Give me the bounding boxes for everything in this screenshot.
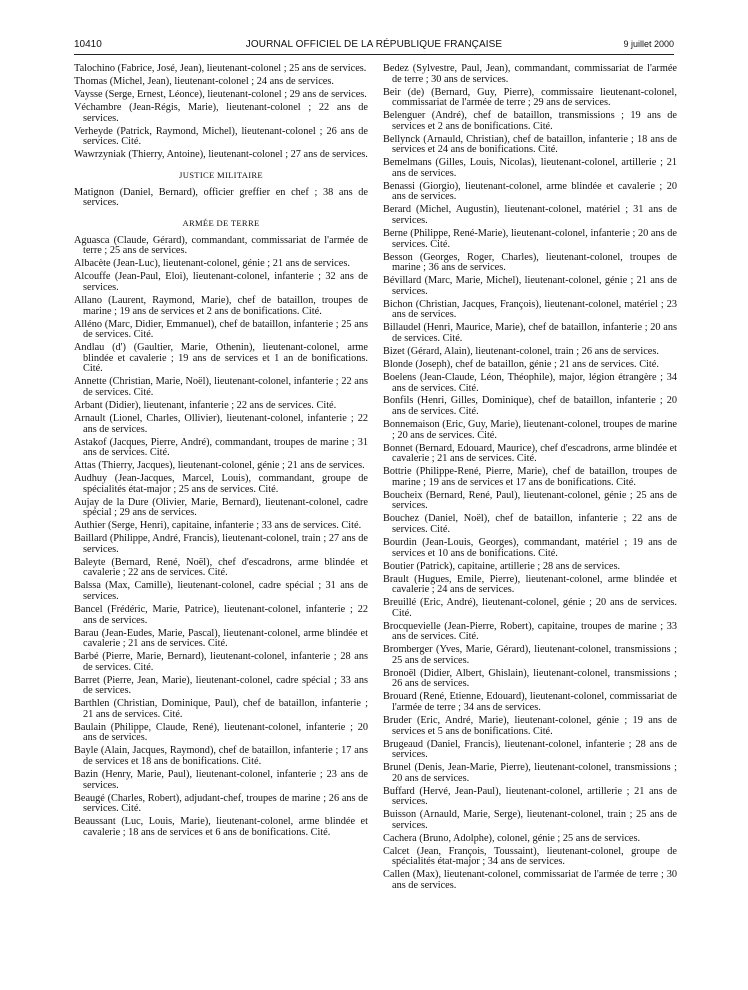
list-entry: Bichon (Christian, Jacques, François), lieutenant-colonel, matériel ; 23 ans de services. [383,298,677,321]
list-entry: Brouard (René, Etienne, Edouard), lieutenant-colonel, commissariat de l'armée de terre ; 34 ans de services. [383,691,677,713]
list-entry: Allano (Laurent, Raymond, Marie), chef de bataillon, troupes de marine ; 19 ans de services et 2 ans de bonifications. Cité. [74,295,368,317]
entry-list-top [74,64,368,161]
list-entry: Bizet (Gérard, Alain), lieutenant-colonel, train ; 26 ans de services. [383,345,659,357]
list-entry: Boelens (Jean-Claude, Léon, Théophile), major, légion étrangère ; 34 ans de services. Cité. [383,371,677,394]
list-entry: Baulain (Philippe, Claude, René), lieutenant-colonel, infanterie ; 20 ans de services. [74,721,368,744]
list-entry: Bottrie (Philippe-René, Pierre, Marie), chef de bataillon, troupes de marine ; 19 ans de services et 17 ans de bonifications. Cité. [383,466,677,488]
list-entry: Buisson (Arnauld, Marie, Serge), lieutenant-colonel, train ; 25 ans de services. [383,809,677,831]
list-entry: Bourdin (Jean-Louis, Georges), commandant, matériel ; 19 ans de services et 10 ans de bonifications. Cité. [383,536,677,559]
list-entry: Balssa (Max, Camille), lieutenant-colonel, cadre spécial ; 31 ans de services. [74,580,368,602]
list-entry: Blonde (Joseph), chef de bataillon, génie ; 21 ans de services. Cité. [383,358,659,370]
list-entry: Beaussant (Luc, Louis, Marie), lieutenant-colonel, arme blindée et cavalerie ; 18 ans de services et 6 ans de bonifications. Cité. [74,816,368,838]
list-entry: Beaugé (Charles, Robert), adjudant-chef, troupes de marine ; 26 ans de services. Cité. [74,792,368,815]
list-entry: Bronoël (Didier, Albert, Ghislain), lieutenant-colonel, transmissions ; 26 ans de services. [383,667,677,690]
list-entry: Bazin (Henry, Marie, Paul), lieutenant-colonel, infanterie ; 23 ans de services. [74,768,368,791]
list-entry: Matignon (Daniel, Bernard), officier greffier en chef ; 38 ans de services. [74,186,368,209]
list-entry: Breuillé (Eric, André), lieutenant-colonel, génie ; 20 ans de services. Cité. [383,597,677,619]
list-entry: Audhuy (Jean-Jacques, Marcel, Louis), commandant, groupe de spécialités état-major ; 25 ans de services. Cité. [74,473,368,495]
list-entry: Alcouffe (Jean-Paul, Eloi), lieutenant-colonel, infanterie ; 32 ans de services. [74,271,368,294]
list-entry: Wawrzyniak (Thierry, Antoine), lieutenant-colonel ; 27 ans de services. [74,149,368,161]
list-entry: Calcet (Jean, François, Toussaint), lieutenant-colonel, groupe de spécialités état-major ; 34 ans de services. [383,845,677,868]
list-entry: Bévillard (Marc, Marie, Michel), lieutenant-colonel, génie ; 21 ans de services. [383,275,677,297]
list-entry: Bonfils (Henri, Gilles, Dominique), chef de bataillon, infanterie ; 20 ans de services. Cité. [383,395,677,418]
section-heading-justice: JUSTICE MILITAIRE [179,169,263,180]
list-entry: Berard (Michel, Augustin), lieutenant-colonel, matériel ; 31 ans de services. [383,204,677,227]
list-entry: Thomas (Michel, Jean), lieutenant-colonel ; 24 ans de services. [74,75,334,87]
list-entry: Brugeaud (Daniel, Francis), lieutenant-colonel, infanterie ; 28 ans de services. [383,738,677,761]
section-heading-armee: ARMÉE DE TERRE [182,217,260,228]
list-entry: Bruder (Eric, André, Marie), lieutenant-colonel, génie ; 19 ans de services et 5 ans de bonifications. Cité. [383,714,677,737]
list-entry: Baillard (Philippe, André, Francis), lieutenant-colonel, train ; 27 ans de services. [74,533,368,555]
right-column [383,64,677,894]
list-entry: Aujay de la Dure (Olivier, Marie, Bernard), lieutenant-colonel, cadre spécial ; 29 ans de services. [74,496,368,519]
list-entry: Annette (Christian, Marie, Noël), lieutenant-colonel, infanterie ; 22 ans de services. Cité. [74,376,368,398]
list-entry: Talochino (Fabrice, José, Jean), lieutenant-colonel ; 25 ans de services. [74,63,367,74]
list-entry: Verheyde (Patrick, Raymond, Michel), lieutenant-colonel ; 26 ans de services. Cité. [74,125,368,148]
list-entry: Bonnemaison (Eric, Guy, Marie), lieutenant-colonel, troupes de marine ; 20 ans de services. Cité. [383,419,677,441]
list-entry: Besson (Georges, Roger, Charles), lieutenant-colonel, troupes de marine ; 36 ans de services. [383,251,677,274]
list-entry: Aguasca (Claude, Gérard), commandant, commissariat de l'armée de terre ; 25 ans de services. [74,234,368,257]
list-entry: Bancel (Frédéric, Marie, Patrice), lieutenant-colonel, infanterie ; 22 ans de services. [74,603,368,626]
list-entry: Cachera (Bruno, Adolphe), colonel, génie ; 25 ans de services. [383,832,641,844]
list-entry: Barret (Pierre, Jean, Marie), lieutenant-colonel, cadre spécial ; 33 ans de services. [74,674,368,697]
list-entry: Berne (Philippe, René-Marie), lieutenant-colonel, infanterie ; 20 ans de services. Cité. [383,228,677,250]
list-entry: Andlau (d') (Gaultier, Marie, Othenin), lieutenant-colonel, arme blindée et cavalerie ; 19 ans de services et 1 an de bonifications. Cité. [74,342,368,375]
list-entry: Brocquevielle (Jean-Pierre, Robert), capitaine, troupes de marine ; 33 ans de services. Cité. [383,620,677,643]
list-entry: Bonnet (Bernard, Edouard, Maurice), chef d'escadrons, arme blindée et cavalerie ; 21 ans de services. Cité. [383,442,677,465]
list-entry: Billaudel (Henri, Maurice, Marie), chef de bataillon, infanterie ; 20 ans de services. Cité. [383,322,677,344]
left-column [74,64,368,841]
entry-list-justice [74,188,368,209]
list-entry: Arnault (Lionel, Charles, Ollivier), lieutenant-colonel, infanterie ; 22 ans de services. [74,412,368,435]
list-entry: Callen (Max), lieutenant-colonel, commissariat de l'armée de terre ; 30 ans de services. [383,869,677,892]
list-entry: Barau (Jean-Eudes, Marie, Pascal), lieutenant-colonel, arme blindée et cavalerie ; 21 ans de services. Cité. [74,627,368,650]
list-entry: Bemelmans (Gilles, Louis, Nicolas), lieutenant-colonel, artillerie ; 21 ans de services. [383,157,677,179]
list-entry: Benassi (Giorgio), lieutenant-colonel, arme blindée et cavalerie ; 20 ans de services. [383,180,677,203]
list-entry: Arbant (Didier), lieutenant, infanterie ; 22 ans de services. Cité. [74,399,337,411]
list-entry: Beir (de) (Bernard, Guy, Pierre), commissaire lieutenant-colonel, commissariat de l'armée de terre ; 29 ans de services. [383,86,677,109]
list-entry: Bouchez (Daniel, Noël), chef de bataillon, infanterie ; 22 ans de services. Cité. [383,513,677,535]
list-entry: Belenguer (André), chef de bataillon, transmissions ; 19 ans de services et 2 ans de bonifications. Cité. [383,110,677,132]
list-entry: Alléno (Marc, Didier, Emmanuel), chef de bataillon, infanterie ; 25 ans de services. Cité. [74,318,368,341]
page-header [74,39,674,53]
list-entry: Astakof (Jacques, Pierre, André), commandant, troupes de marine ; 31 ans de services. Cité. [74,436,368,459]
list-entry: Authier (Serge, Henri), capitaine, infanterie ; 33 ans de services. Cité. [74,520,362,532]
list-entry: Véchambre (Jean-Régis, Marie), lieutenant-colonel ; 22 ans de services. [74,101,368,124]
list-entry: Attas (Thierry, Jacques), lieutenant-colonel, génie ; 21 ans de services. [74,460,365,472]
publication-date: 9 juillet 2000 [623,39,674,49]
list-entry: Boutier (Patrick), capitaine, artillerie ; 28 ans de services. [383,560,621,572]
list-entry: Bedez (Sylvestre, Paul, Jean), commandant, commissariat de l'armée de terre ; 30 ans de services. [383,63,677,85]
list-entry: Buffard (Hervé, Jean-Paul), lieutenant-colonel, artillerie ; 21 ans de services. [383,785,677,808]
list-entry: Bromberger (Yves, Marie, Gérard), lieutenant-colonel, transmissions ; 25 ans de services. [383,644,677,666]
list-entry: Bellynck (Arnauld, Christian), chef de bataillon, infanterie ; 18 ans de services et 24 ans de bonifications. Cité. [383,133,677,156]
list-entry: Vaysse (Serge, Ernest, Léonce), lieutenant-colonel ; 29 ans de services. [74,88,367,100]
list-entry: Barbé (Pierre, Marie, Bernard), lieutenant-colonel, infanterie ; 28 ans de services. Cité. [74,651,368,673]
entry-list-right [383,64,677,892]
list-entry: Brault (Hugues, Emile, Pierre), lieutenant-colonel, arme blindée et cavalerie ; 24 ans de services. [383,573,677,596]
list-entry: Brunel (Denis, Jean-Marie, Pierre), lieutenant-colonel, transmissions ; 20 ans de services. [383,762,677,784]
header-rule [74,54,674,55]
list-entry: Bayle (Alain, Jacques, Raymond), chef de bataillon, infanterie ; 17 ans de services et 18 ans de bonifications. Cité. [74,745,368,767]
entry-list-armee [74,236,368,838]
list-entry: Boucheix (Bernard, René, Paul), lieutenant-colonel, génie ; 25 ans de services. [383,489,677,512]
page-number: 10410 [74,39,102,50]
list-entry: Albacète (Jean-Luc), lieutenant-colonel, génie ; 21 ans de services. [74,258,350,270]
list-entry: Barthlen (Christian, Dominique, Paul), chef de bataillon, infanterie ; 21 ans de services. Cité. [74,698,368,720]
journal-title: JOURNAL OFFICIEL DE LA RÉPUBLIQUE FRANÇAISE [245,39,503,50]
list-entry: Baleyte (Bernard, René, Noël), chef d'escadrons, arme blindée et cavalerie ; 22 ans de services. Cité. [74,556,368,579]
